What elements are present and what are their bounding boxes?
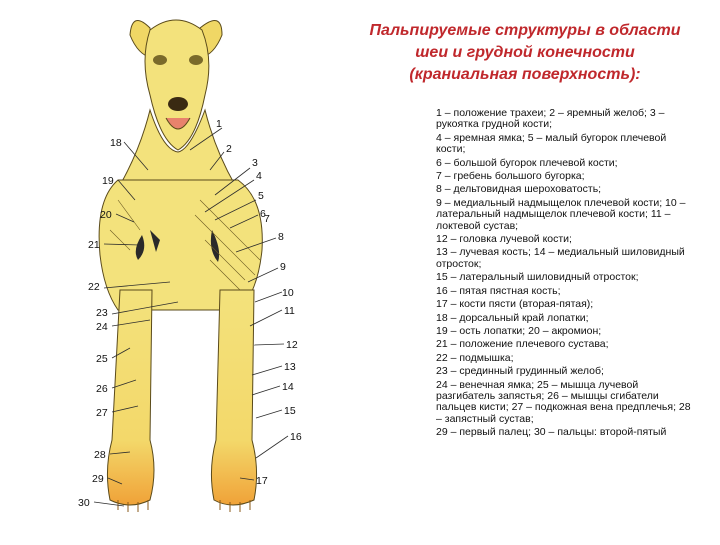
label-23: 23 (96, 307, 108, 319)
label-26: 26 (96, 383, 108, 395)
label-4: 4 (256, 170, 262, 182)
label-15: 15 (284, 405, 296, 417)
label-3: 3 (252, 157, 258, 169)
legend-item: 7 – гребень большого бугорка; (436, 170, 585, 183)
label-13: 13 (284, 361, 296, 373)
title-line-2: шеи и грудной конечности (415, 44, 635, 61)
legend-item: 19 – ость лопатки; 20 – акромион; (436, 324, 602, 337)
legend-item: 9 – медиальный надмыщелок плечевой кости; 10 – латеральный надмыщелок плечевой кости; 11 – локтевой сустав; (436, 196, 686, 232)
slide-title (335, 20, 715, 86)
label-28: 28 (94, 449, 106, 461)
label-5: 5 (258, 190, 264, 202)
label-11: 11 (284, 305, 295, 317)
label-29: 29 (92, 473, 104, 485)
label-6: 6 (260, 208, 266, 220)
legend-list (436, 108, 696, 441)
legend-item: 29 – первый палец; 30 – пальцы: второй-пятый (436, 426, 667, 439)
label-25: 25 (96, 353, 108, 365)
label-30: 30 (78, 497, 90, 509)
label-1: 1 (216, 118, 222, 130)
legend-item: 24 – венечная ямка; 25 – мышца лучевой разгибатель запястья; 26 – мышцы сгибатели пальцев кисти; 27 – подкожная вена предплечья; 28 – запястный сустав; (436, 378, 691, 425)
legend-item: 12 – головка лучевой кости; (436, 233, 572, 246)
legend-item: 23 – срединный грудинный желоб; (436, 365, 604, 378)
label-20: 20 (100, 209, 112, 221)
legend-item: 17 – кости пясти (вторая-пятая); (436, 298, 594, 311)
label-16: 16 (290, 431, 302, 443)
legend-item: 1 – положение трахеи; 2 – яремный желоб; 3 – рукоятка грудной кости; (436, 107, 665, 131)
legend-item: 8 – дельтовидная шероховатость; (436, 183, 602, 196)
label-27: 27 (96, 407, 108, 419)
legend-item: 4 – яремная ямка; 5 – малый бугорок плечевой кости; (436, 131, 667, 156)
label-21: 21 (88, 239, 100, 251)
label-8: 8 (278, 231, 284, 243)
label-12: 12 (286, 339, 298, 351)
label-7: 7 (264, 213, 270, 225)
legend-item: 13 – лучевая кость; 14 – медиальный шиловидный отросток; (436, 246, 685, 270)
dog-body (99, 20, 262, 512)
label-10: 10 (282, 287, 294, 299)
dog-svg (0, 0, 330, 540)
legend-item: 22 – подмышка; (436, 351, 514, 364)
legend-item: 16 – пятая пястная кость; (436, 284, 561, 297)
legend-item: 18 – дорсальный край лопатки; (436, 311, 589, 324)
label-17: 17 (256, 475, 268, 487)
title-line-1: Пальпируемые структуры в области (369, 22, 681, 39)
legend-item: 21 – положение плечевого сустава; (436, 338, 609, 351)
label-24: 24 (96, 321, 108, 333)
label-2: 2 (226, 143, 232, 155)
legend-item: 6 – большой бугорок плечевой кости; (436, 156, 618, 169)
title-line-3: (краниальная поверхность): (409, 66, 641, 83)
label-19: 19 (102, 175, 114, 187)
dog-anatomy-illustration (0, 0, 330, 540)
label-22: 22 (88, 281, 100, 293)
label-14: 14 (282, 381, 294, 393)
label-18: 18 (110, 137, 122, 149)
legend-item: 15 – латеральный шиловидный отросток; (436, 271, 639, 284)
label-9: 9 (280, 261, 286, 273)
